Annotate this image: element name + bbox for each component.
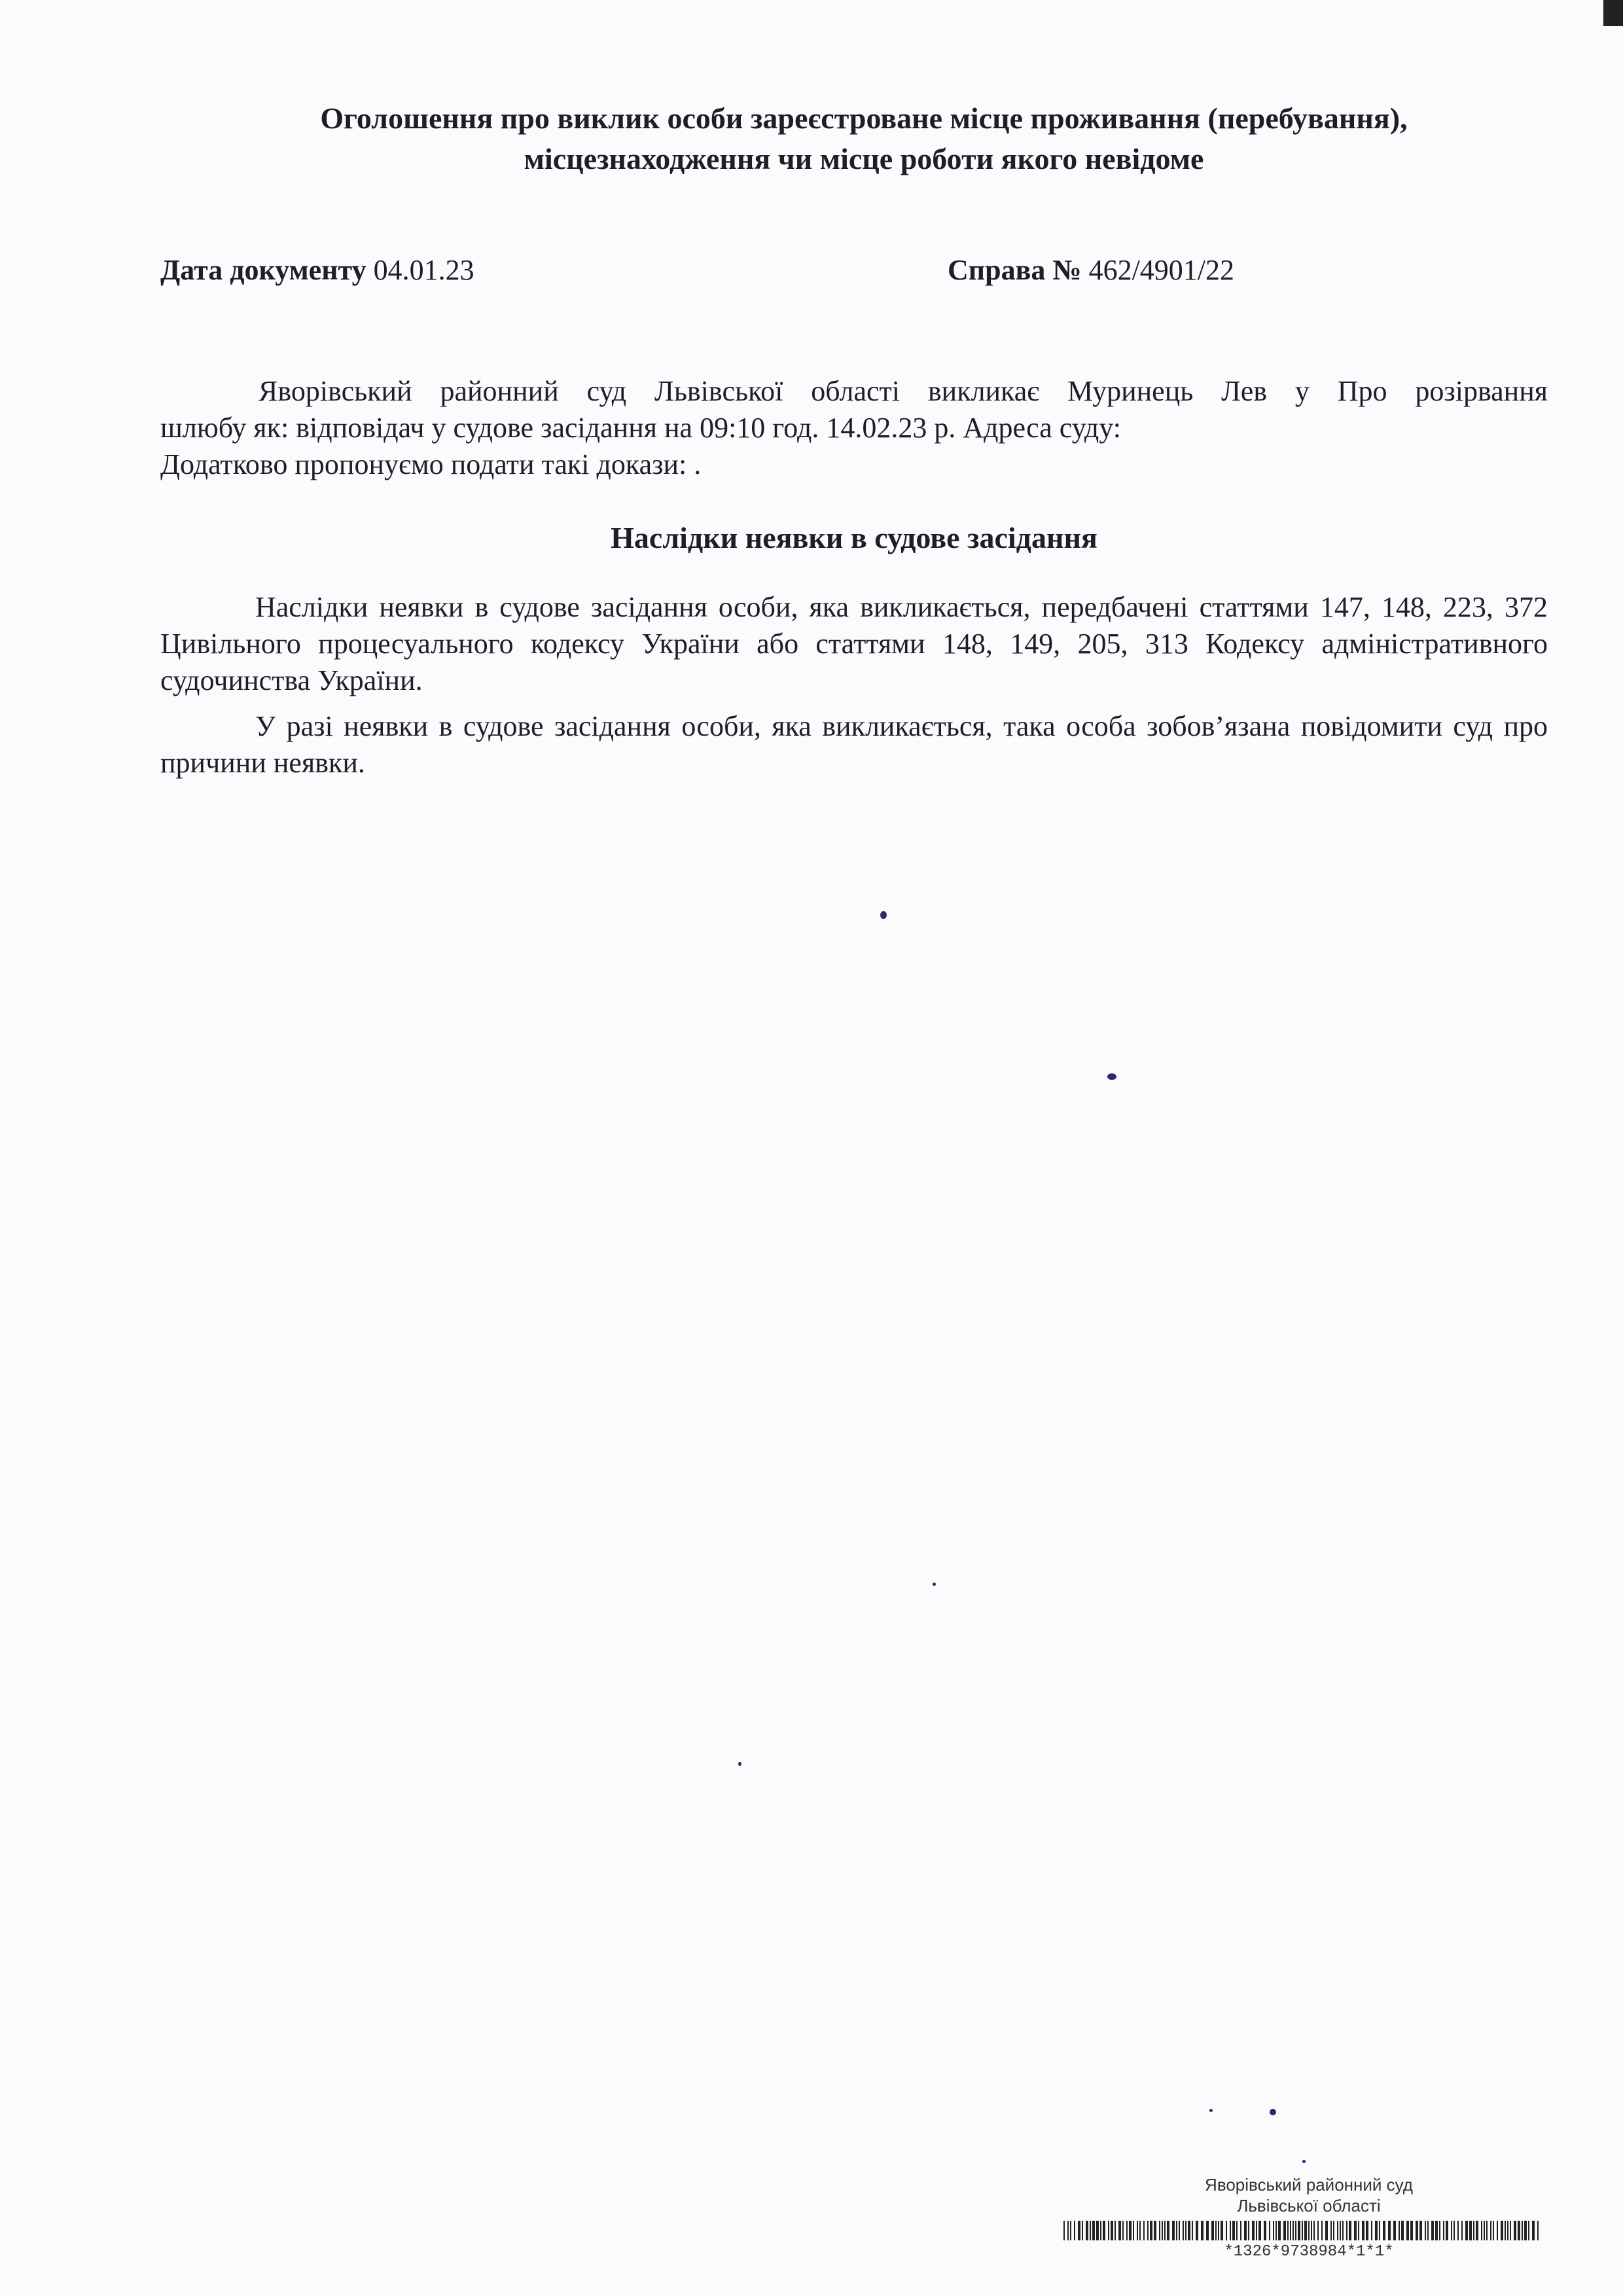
barcode-bar: [1388, 2221, 1391, 2240]
barcode-bar: [1486, 2221, 1488, 2240]
barcode-bar: [1096, 2221, 1099, 2240]
barcode-bar: [1150, 2221, 1152, 2240]
barcode-bar: [1082, 2221, 1083, 2240]
barcode-bar: [1358, 2221, 1359, 2240]
barcode-bar: [1484, 2221, 1485, 2240]
barcode-bar: [1162, 2221, 1163, 2240]
ink-speck: [1209, 2109, 1213, 2112]
ink-speck: [1107, 1073, 1116, 1080]
barcode-bar: [1269, 2221, 1270, 2240]
barcode-bar: [1451, 2221, 1452, 2240]
barcode-bar: [1493, 2221, 1494, 2240]
barcode-bar: [1078, 2221, 1080, 2240]
barcode-bar: [1256, 2221, 1257, 2240]
barcode-bar: [1240, 2221, 1241, 2240]
barcode-bar: [1258, 2221, 1261, 2240]
barcode-bar: [1522, 2221, 1523, 2240]
barcode-bar: [1230, 2221, 1231, 2240]
document-title: [157, 98, 1571, 179]
barcode-bar: [1371, 2221, 1372, 2240]
case-label: Справа №: [948, 254, 1082, 286]
barcode-bar: [1431, 2221, 1434, 2240]
barcode-bar: [1302, 2221, 1303, 2240]
barcode-bar: [1317, 2221, 1319, 2240]
barcode-bar: [1476, 2221, 1478, 2240]
barcode-bar: [1248, 2221, 1249, 2240]
date-label: Дата документу: [160, 254, 366, 286]
barcode-bar: [1406, 2221, 1409, 2240]
barcode-bar: [1179, 2221, 1180, 2240]
document-date: [160, 252, 474, 289]
barcode-bar: [1501, 2221, 1503, 2240]
barcode-bar: [1188, 2221, 1190, 2240]
summons-line-1: Яворівський районний суд Львівської області викликає Муринець Лев у Про розірвання: [259, 375, 1548, 407]
consequences-paragraph-2: У разі неявки в судове засідання особи, яка викликається, така особа зобов’язана повідомити суд про причини неявки.: [160, 710, 1548, 779]
barcode-bar: [1537, 2221, 1539, 2240]
barcode-bar: [1108, 2221, 1109, 2240]
barcode-bar: [1425, 2221, 1426, 2240]
title-line-1: Оголошення про виклик особи зареєстроване місце проживання (перебування),: [320, 101, 1408, 135]
barcode-bar: [1111, 2221, 1113, 2240]
barcode-bar: [1218, 2221, 1219, 2240]
barcode-bar: [1278, 2221, 1281, 2240]
barcode-bar: [1311, 2221, 1312, 2240]
barcode-bar: [1321, 2221, 1323, 2240]
barcode-bar: [1244, 2221, 1247, 2240]
barcode-bar: [1298, 2221, 1300, 2240]
ink-speck: [1302, 2160, 1306, 2163]
case-value: 462/4901/22: [1088, 254, 1235, 286]
barcode-bar: [1086, 2221, 1088, 2240]
barcode-bar: [1346, 2221, 1347, 2240]
barcode-bar: [1435, 2221, 1438, 2240]
barcode-bar: [1164, 2221, 1166, 2240]
barcode-bar: [1221, 2221, 1223, 2240]
barcode-bar: [1497, 2221, 1498, 2240]
barcode-bar: [1510, 2221, 1511, 2240]
barcode-bar: [1074, 2221, 1075, 2240]
barcode-bar: [1379, 2221, 1380, 2240]
barcode-bar: [1375, 2221, 1378, 2240]
barcode-bar: [1283, 2221, 1286, 2240]
barcode-bar: [1118, 2221, 1121, 2240]
barcode-bar: [1399, 2221, 1400, 2240]
barcode-bar: [1469, 2221, 1472, 2240]
barcode-bar: [1147, 2221, 1149, 2240]
ink-speck: [880, 911, 887, 919]
summons-line-3: Додатково пропонуємо подати такі докази: .: [160, 448, 702, 480]
barcode-bar: [1505, 2221, 1506, 2240]
barcode-bar: [1308, 2221, 1310, 2240]
barcode-bar: [1461, 2221, 1463, 2240]
barcode-bar: [1063, 2221, 1065, 2240]
scan-edge-mark: [1603, 0, 1623, 26]
barcode-bar: [1518, 2221, 1520, 2240]
barcode-bar: [1133, 2221, 1134, 2240]
barcode-bar: [1167, 2221, 1169, 2240]
barcode-bar: [1465, 2221, 1468, 2240]
barcode: [1063, 2221, 1541, 2240]
barcode-bar: [1295, 2221, 1296, 2240]
barcode-bar: [1507, 2221, 1508, 2240]
barcode-bar: [1126, 2221, 1128, 2240]
barcode-bar: [1185, 2221, 1186, 2240]
barcode-bar: [1129, 2221, 1132, 2240]
barcode-bar: [1342, 2221, 1344, 2240]
barcode-bar: [1176, 2221, 1177, 2240]
barcode-bar: [1201, 2221, 1204, 2240]
barcode-bar: [1287, 2221, 1289, 2240]
stamp-court-line-1: Яворівський районний суд: [1205, 2175, 1413, 2195]
barcode-bar: [1196, 2221, 1198, 2240]
barcode-bar: [1333, 2221, 1334, 2240]
summons-line-2: шлюбу як: відповідач у судове засідання на 09:10 год. 14.02.23 р. Адреса суду:: [160, 412, 1121, 444]
barcode-bar: [1490, 2221, 1491, 2240]
barcode-bar: [1290, 2221, 1291, 2240]
stamp-court-line-2: Львівської області: [1237, 2196, 1381, 2215]
barcode-bar: [1443, 2221, 1444, 2240]
barcode-bar: [1264, 2221, 1266, 2240]
barcode-bar: [1419, 2221, 1422, 2240]
ink-speck: [933, 1583, 936, 1586]
barcode-bar: [1457, 2221, 1459, 2240]
consequences-heading: Наслідки неявки в судове засідання: [611, 521, 1097, 554]
barcode-bar: [1211, 2221, 1214, 2240]
barcode-bar: [1446, 2221, 1448, 2240]
case-number: [948, 252, 1234, 289]
barcode-bar: [1427, 2221, 1429, 2240]
barcode-bar: [1481, 2221, 1482, 2240]
barcode-bar: [1473, 2221, 1474, 2240]
barcode-bar: [1115, 2221, 1116, 2240]
barcode-bar: [1172, 2221, 1175, 2240]
barcode-number: *1326*9738984*1*1*: [1224, 2243, 1394, 2261]
consequences-paragraph-1: Наслідки неявки в судове засідання особи, яка викликається, передбачені статтями 147, 148, 223, 372 Цивільного процесуального кодексу України або статтями 148, 149, 205, 313 Кодексу адміністративного судочинства України.: [160, 591, 1548, 696]
barcode-bar: [1393, 2221, 1396, 2240]
barcode-bar: [1454, 2221, 1455, 2240]
barcode-bar: [1293, 2221, 1294, 2240]
barcode-bar: [1092, 2221, 1095, 2240]
barcode-bar: [1313, 2221, 1315, 2240]
barcode-bar: [1252, 2221, 1255, 2240]
barcode-bar: [1401, 2221, 1404, 2240]
barcode-bar: [1183, 2221, 1184, 2240]
barcode-bar: [1304, 2221, 1307, 2240]
barcode-bar: [1362, 2221, 1364, 2240]
barcode-bar: [1236, 2221, 1238, 2240]
barcode-bar: [1439, 2221, 1440, 2240]
barcode-bar: [1122, 2221, 1124, 2240]
barcode-bar: [1192, 2221, 1193, 2240]
barcode-bar: [1366, 2221, 1368, 2240]
barcode-bar: [1514, 2221, 1516, 2240]
barcode-bar: [1206, 2221, 1209, 2240]
barcode-bar: [1275, 2221, 1277, 2240]
barcode-bar: [1416, 2221, 1418, 2240]
barcode-bar: [1330, 2221, 1332, 2240]
barcode-bar: [1154, 2221, 1156, 2240]
ink-speck: [738, 1762, 741, 1766]
barcode-bar: [1383, 2221, 1385, 2240]
date-value: 04.01.23: [373, 254, 474, 286]
barcode-bar: [1410, 2221, 1413, 2240]
ink-speck: [1270, 2109, 1276, 2115]
barcode-bar: [1090, 2221, 1091, 2240]
barcode-bar: [1159, 2221, 1160, 2240]
barcode-bar: [1067, 2221, 1069, 2240]
barcode-bar: [1325, 2221, 1328, 2240]
barcode-bar: [1070, 2221, 1071, 2240]
barcode-bar: [1226, 2221, 1227, 2240]
barcode-bar: [1524, 2221, 1527, 2240]
barcode-bar: [1232, 2221, 1235, 2240]
barcode-bar: [1349, 2221, 1351, 2240]
barcode-bar: [1532, 2221, 1535, 2240]
barcode-bar: [1340, 2221, 1341, 2240]
title-line-2: місцезнаходження чи місце роботи якого невідоме: [524, 142, 1204, 175]
barcode-bar: [1215, 2221, 1217, 2240]
barcode-bar: [1354, 2221, 1357, 2240]
summons-paragraph: [160, 373, 1548, 483]
barcode-bar: [1143, 2221, 1145, 2240]
barcode-bar: [1139, 2221, 1141, 2240]
barcode-bar: [1337, 2221, 1338, 2240]
barcode-bar: [1137, 2221, 1138, 2240]
barcode-bar: [1273, 2221, 1274, 2240]
barcode-bar: [1528, 2221, 1529, 2240]
barcode-bar: [1103, 2221, 1105, 2240]
barcode-bar: [1100, 2221, 1101, 2240]
court-stamp: [1047, 2174, 1571, 2216]
